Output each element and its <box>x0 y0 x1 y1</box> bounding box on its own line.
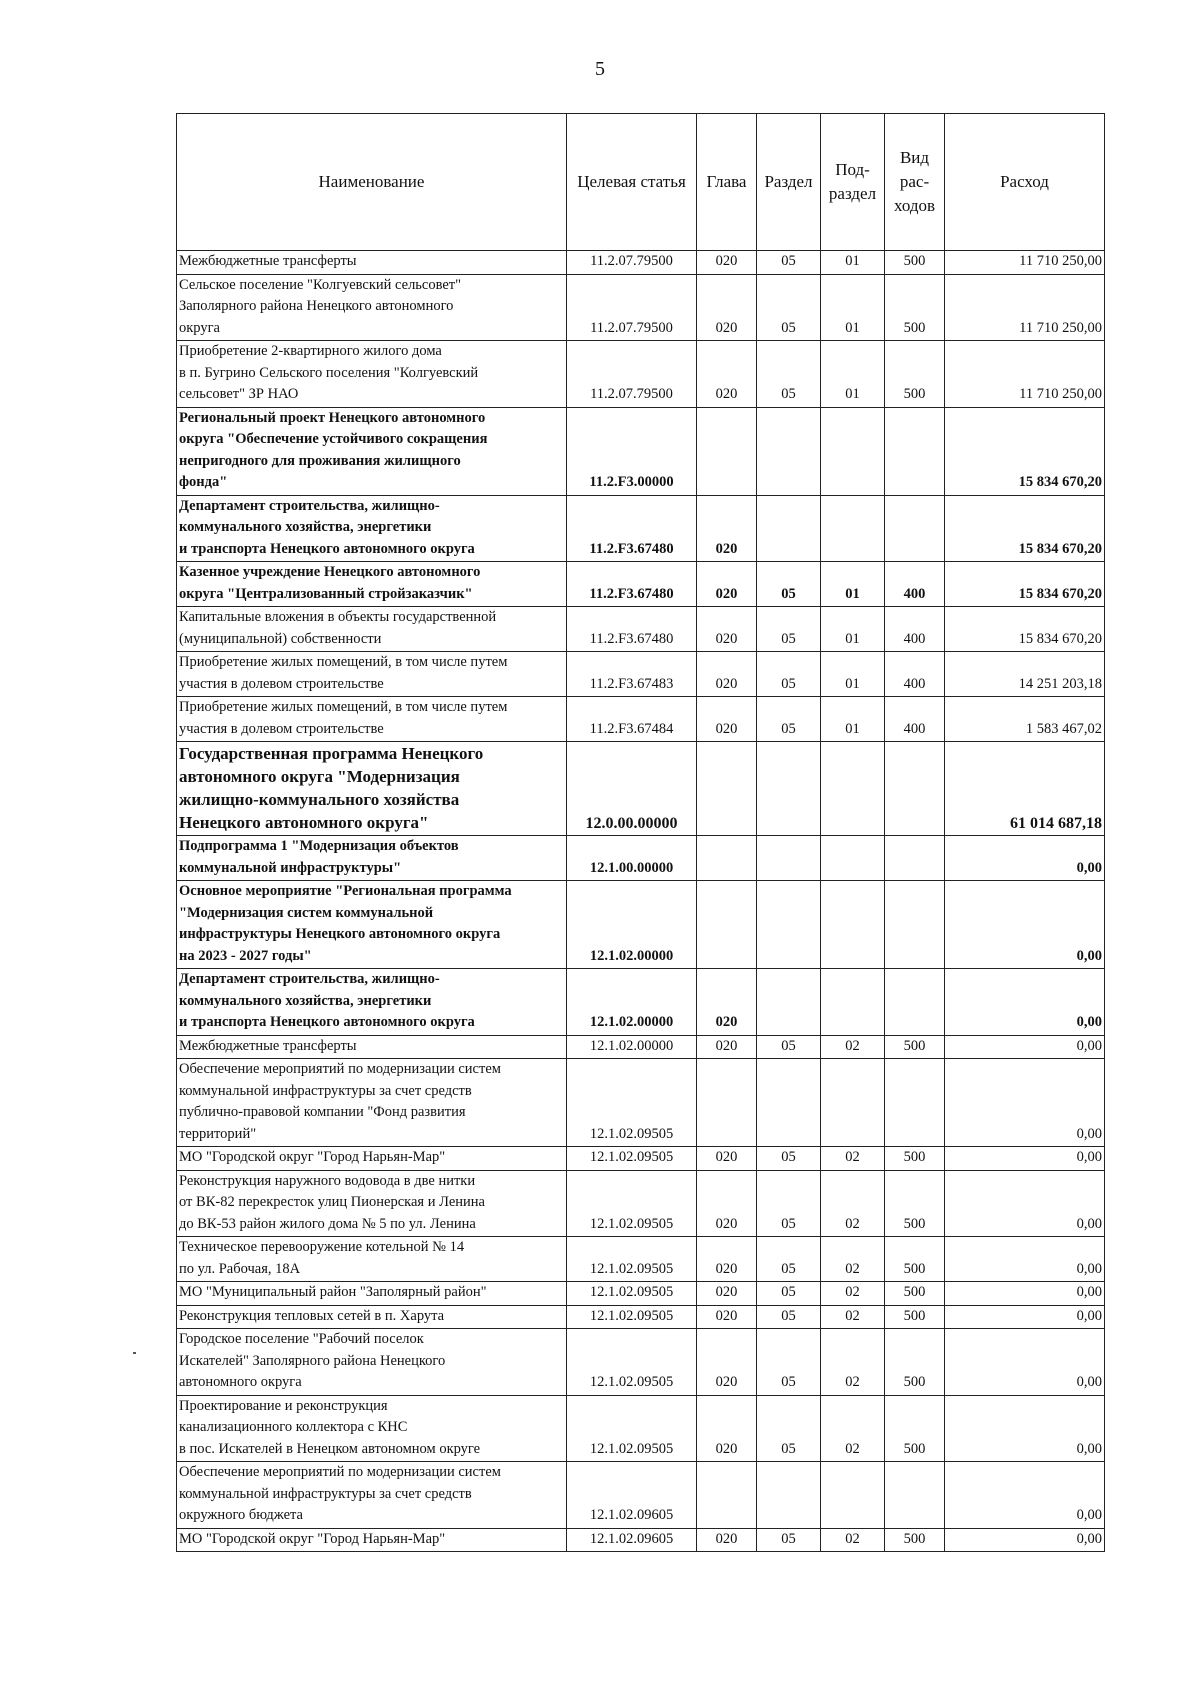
cell-target: 12.1.02.09505 <box>567 1147 697 1171</box>
header-name: Наименование <box>177 114 567 251</box>
cell-name <box>177 607 567 652</box>
cell-target: 12.1.02.09505 <box>567 1395 697 1462</box>
row-name-text: Реконструкция наружного водовода в две нитки от ВК-82 перекресток улиц Пионерская и Ленина до ВК-53 район жилого дома № 5 по ул. Ленина <box>179 1172 485 1232</box>
cell-target: 12.1.02.09605 <box>567 1528 697 1552</box>
cell-target: 12.1.02.09505 <box>567 1237 697 1282</box>
row-name-text: Обеспечение мероприятий по модернизации систем коммунальной инфраструктуры за счет средств публично-правовой компании "Фонд развития территорий" <box>179 1061 501 1142</box>
cell-amount: 11 710 250,00 <box>945 251 1105 275</box>
header-section: Раздел <box>757 114 821 251</box>
row-name-text: МО "Городской округ "Город Нарьян-Мар" <box>179 1530 446 1547</box>
cell-target: 11.2.F3.67480 <box>567 607 697 652</box>
cell-expense-type: 500 <box>885 1147 945 1171</box>
cell-subsection: 02 <box>821 1528 885 1552</box>
page-number: 5 <box>595 58 605 80</box>
cell-amount: 0,00 <box>945 1237 1105 1282</box>
cell-subsection: 01 <box>821 607 885 652</box>
cell-target: 12.1.02.09505 <box>567 1305 697 1329</box>
cell-name <box>177 562 567 607</box>
cell-section <box>757 969 821 1036</box>
table-row <box>177 1170 1105 1237</box>
table-row <box>177 969 1105 1036</box>
row-name-text: Сельское поселение "Колгуевский сельсовет" Заполярного района Ненецкого автономного округа <box>179 276 462 336</box>
cell-amount: 11 710 250,00 <box>945 274 1105 341</box>
cell-name <box>177 407 567 495</box>
cell-target: 11.2.F3.67480 <box>567 495 697 562</box>
cell-amount: 0,00 <box>945 1395 1105 1462</box>
cell-expense-type: 500 <box>885 341 945 408</box>
cell-amount: 0,00 <box>945 1170 1105 1237</box>
cell-expense-type <box>885 1059 945 1147</box>
header-row <box>177 114 1105 251</box>
cell-chapter <box>697 881 757 969</box>
cell-expense-type: 500 <box>885 1305 945 1329</box>
cell-amount: 14 251 203,18 <box>945 652 1105 697</box>
row-name-text: Межбюджетные трансферты <box>179 1037 357 1054</box>
cell-section <box>757 836 821 881</box>
cell-chapter <box>697 836 757 881</box>
cell-chapter: 020 <box>697 969 757 1036</box>
header-expense-type: Вид рас- ходов <box>885 114 945 251</box>
cell-subsection: 01 <box>821 697 885 742</box>
cell-chapter: 020 <box>697 697 757 742</box>
cell-name <box>177 1035 567 1059</box>
cell-section: 05 <box>757 1528 821 1552</box>
cell-target: 12.1.02.09605 <box>567 1462 697 1529</box>
cell-subsection: 01 <box>821 652 885 697</box>
cell-chapter: 020 <box>697 607 757 652</box>
cell-amount: 0,00 <box>945 1035 1105 1059</box>
cell-target: 11.2.07.79500 <box>567 274 697 341</box>
cell-expense-type <box>885 836 945 881</box>
table-row <box>177 1395 1105 1462</box>
cell-target: 12.1.02.00000 <box>567 881 697 969</box>
cell-chapter: 020 <box>697 1395 757 1462</box>
cell-name <box>177 1462 567 1529</box>
cell-amount: 0,00 <box>945 1462 1105 1529</box>
cell-subsection: 01 <box>821 562 885 607</box>
cell-expense-type: 500 <box>885 1395 945 1462</box>
cell-subsection: 02 <box>821 1329 885 1396</box>
row-name-text: Региональный проект Ненецкого автономного округа "Обеспечение устойчивого сокращения непригодного для проживания жилищного фонда" <box>179 409 488 490</box>
table-row <box>177 1059 1105 1147</box>
cell-name <box>177 495 567 562</box>
cell-chapter: 020 <box>697 562 757 607</box>
cell-section: 05 <box>757 251 821 275</box>
cell-subsection: 02 <box>821 1282 885 1306</box>
cell-name <box>177 274 567 341</box>
cell-section: 05 <box>757 697 821 742</box>
cell-target: 12.1.02.09505 <box>567 1329 697 1396</box>
cell-target: 12.1.02.00000 <box>567 1035 697 1059</box>
cell-expense-type: 400 <box>885 607 945 652</box>
table-row <box>177 1147 1105 1171</box>
cell-target: 12.1.02.09505 <box>567 1282 697 1306</box>
cell-name <box>177 881 567 969</box>
cell-chapter: 020 <box>697 1035 757 1059</box>
cell-section <box>757 1059 821 1147</box>
header-chapter: Глава <box>697 114 757 251</box>
cell-section: 05 <box>757 607 821 652</box>
cell-subsection <box>821 969 885 1036</box>
cell-target: 12.1.00.00000 <box>567 836 697 881</box>
cell-amount: 15 834 670,20 <box>945 407 1105 495</box>
table-row <box>177 652 1105 697</box>
table-row <box>177 274 1105 341</box>
cell-subsection <box>821 495 885 562</box>
table-row <box>177 1528 1105 1552</box>
table-row <box>177 1237 1105 1282</box>
cell-name <box>177 1528 567 1552</box>
cell-expense-type: 500 <box>885 1170 945 1237</box>
cell-name <box>177 1329 567 1396</box>
cell-target: 12.1.02.00000 <box>567 969 697 1036</box>
cell-expense-type <box>885 742 945 836</box>
header-subsection: Под- раздел <box>821 114 885 251</box>
cell-subsection <box>821 407 885 495</box>
cell-expense-type <box>885 1462 945 1529</box>
cell-name <box>177 251 567 275</box>
table-row <box>177 881 1105 969</box>
cell-chapter: 020 <box>697 1329 757 1396</box>
cell-section: 05 <box>757 1035 821 1059</box>
cell-subsection: 01 <box>821 274 885 341</box>
cell-section: 05 <box>757 1170 821 1237</box>
cell-chapter: 020 <box>697 1170 757 1237</box>
cell-expense-type: 500 <box>885 1282 945 1306</box>
row-name-text: Приобретение 2-квартирного жилого дома в п. Бугрино Сельского поселения "Колгуевский сельсовет" ЗР НАО <box>179 343 479 402</box>
cell-expense-type <box>885 495 945 562</box>
table-row <box>177 495 1105 562</box>
header-target: Целевая статья <box>567 114 697 251</box>
row-name-text: МО "Муниципальный район "Заполярный район" <box>179 1284 487 1300</box>
row-name-text: Межбюджетные трансферты <box>179 253 357 269</box>
cell-amount: 0,00 <box>945 1147 1105 1171</box>
cell-amount: 0,00 <box>945 969 1105 1036</box>
cell-name <box>177 969 567 1036</box>
cell-subsection: 02 <box>821 1305 885 1329</box>
table-row <box>177 607 1105 652</box>
table-row <box>177 742 1105 836</box>
row-name-text: Подпрограмма 1 "Модернизация объектов коммунальной инфраструктуры" <box>179 838 459 876</box>
table-row <box>177 1035 1105 1059</box>
cell-amount: 0,00 <box>945 881 1105 969</box>
row-name-text: Казенное учреждение Ненецкого автономного округа "Централизованный стройзаказчик" <box>179 564 481 602</box>
cell-name <box>177 1170 567 1237</box>
cell-name <box>177 697 567 742</box>
cell-expense-type <box>885 881 945 969</box>
cell-subsection: 02 <box>821 1170 885 1237</box>
cell-amount: 15 834 670,20 <box>945 562 1105 607</box>
cell-chapter: 020 <box>697 341 757 408</box>
cell-expense-type: 500 <box>885 1528 945 1552</box>
table-row <box>177 251 1105 275</box>
cell-subsection: 02 <box>821 1395 885 1462</box>
cell-amount: 61 014 687,18 <box>945 742 1105 836</box>
table-body <box>177 251 1105 1552</box>
cell-subsection: 02 <box>821 1237 885 1282</box>
cell-chapter: 020 <box>697 495 757 562</box>
row-name-text: Государственная программа Ненецкого автономного округа "Модернизация жилищно-коммунального хозяйства Ненецкого автономного округа" <box>179 744 484 832</box>
cell-subsection <box>821 1462 885 1529</box>
cell-target: 12.1.02.09505 <box>567 1170 697 1237</box>
row-name-text: Департамент строительства, жилищно- коммунального хозяйства, энергетики и транспорта Ненецкого автономного округа <box>179 497 475 557</box>
cell-expense-type: 400 <box>885 562 945 607</box>
cell-name <box>177 1059 567 1147</box>
cell-expense-type: 500 <box>885 1237 945 1282</box>
cell-chapter: 020 <box>697 652 757 697</box>
cell-section: 05 <box>757 562 821 607</box>
cell-subsection <box>821 742 885 836</box>
cell-name <box>177 1147 567 1171</box>
cell-expense-type: 400 <box>885 697 945 742</box>
cell-expense-type: 500 <box>885 274 945 341</box>
cell-expense-type: 500 <box>885 1035 945 1059</box>
cell-chapter: 020 <box>697 274 757 341</box>
cell-target: 11.2.F3.67483 <box>567 652 697 697</box>
cell-name <box>177 652 567 697</box>
row-name-text: Городское поселение "Рабочий поселок Искателей" Заполярного района Ненецкого автономного округа <box>179 1331 446 1390</box>
row-name-text: Техническое перевооружение котельной № 14 по ул. Рабочая, 18А <box>179 1239 465 1277</box>
cell-name <box>177 1282 567 1306</box>
cell-section: 05 <box>757 1147 821 1171</box>
cell-target: 12.1.02.09505 <box>567 1059 697 1147</box>
cell-section: 05 <box>757 1282 821 1306</box>
cell-chapter: 020 <box>697 1147 757 1171</box>
cell-amount: 0,00 <box>945 1329 1105 1396</box>
cell-amount: 0,00 <box>945 1282 1105 1306</box>
cell-chapter: 020 <box>697 1237 757 1282</box>
table-row <box>177 1329 1105 1396</box>
row-name-text: МО "Городской округ "Город Нарьян-Мар" <box>179 1149 446 1165</box>
row-name-text: Приобретение жилых помещений, в том числе путем участия в долевом строительстве <box>179 699 508 737</box>
cell-section <box>757 881 821 969</box>
cell-section: 05 <box>757 341 821 408</box>
row-name-text: Капитальные вложения в объекты государственной (муниципальной) собственности <box>179 609 497 647</box>
cell-section <box>757 495 821 562</box>
row-name-text: Департамент строительства, жилищно- коммунального хозяйства, энергетики и транспорта Ненецкого автономного округа <box>179 971 475 1030</box>
table-row <box>177 697 1105 742</box>
cell-name <box>177 1305 567 1329</box>
cell-amount: 0,00 <box>945 1059 1105 1147</box>
cell-expense-type: 500 <box>885 251 945 275</box>
cell-amount: 11 710 250,00 <box>945 341 1105 408</box>
cell-amount: 15 834 670,20 <box>945 495 1105 562</box>
cell-chapter: 020 <box>697 1282 757 1306</box>
row-name-text: Основное мероприятие "Региональная программа "Модернизация систем коммунальной инфраструктуры Ненецкого автономного округа на 2023 - 2027 годы" <box>179 883 512 964</box>
cell-target: 11.2.F3.00000 <box>567 407 697 495</box>
cell-section: 05 <box>757 1305 821 1329</box>
table-row <box>177 1462 1105 1529</box>
cell-expense-type <box>885 969 945 1036</box>
cell-subsection <box>821 881 885 969</box>
cell-target: 11.2.F3.67480 <box>567 562 697 607</box>
row-name-text: Обеспечение мероприятий по модернизации систем коммунальной инфраструктуры за счет средств окружного бюджета <box>179 1464 501 1523</box>
row-name-text: Реконструкция тепловых сетей в п. Харута <box>179 1307 445 1324</box>
budget-table <box>176 113 1105 1552</box>
row-name-text: Приобретение жилых помещений, в том числе путем участия в долевом строительстве <box>179 654 508 692</box>
cell-chapter <box>697 407 757 495</box>
table-row <box>177 1305 1105 1329</box>
cell-chapter: 020 <box>697 1305 757 1329</box>
cell-subsection: 02 <box>821 1147 885 1171</box>
cell-subsection <box>821 836 885 881</box>
cell-name <box>177 1395 567 1462</box>
cell-amount: 0,00 <box>945 1305 1105 1329</box>
cell-subsection: 01 <box>821 341 885 408</box>
cell-name <box>177 1237 567 1282</box>
cell-chapter: 020 <box>697 251 757 275</box>
cell-section: 05 <box>757 652 821 697</box>
table-row <box>177 341 1105 408</box>
table-row <box>177 407 1105 495</box>
cell-chapter: 020 <box>697 1528 757 1552</box>
cell-amount: 0,00 <box>945 836 1105 881</box>
table-row <box>177 562 1105 607</box>
cell-chapter <box>697 742 757 836</box>
cell-amount: 15 834 670,20 <box>945 607 1105 652</box>
cell-section <box>757 407 821 495</box>
cell-name <box>177 836 567 881</box>
cell-name <box>177 742 567 836</box>
cell-target: 11.2.F3.67484 <box>567 697 697 742</box>
cell-name <box>177 341 567 408</box>
cell-section: 05 <box>757 1395 821 1462</box>
cell-section: 05 <box>757 1329 821 1396</box>
cell-chapter <box>697 1059 757 1147</box>
scan-artifact <box>133 1352 136 1354</box>
cell-target: 11.2.07.79500 <box>567 341 697 408</box>
cell-amount: 0,00 <box>945 1528 1105 1552</box>
cell-subsection: 01 <box>821 251 885 275</box>
cell-subsection <box>821 1059 885 1147</box>
cell-expense-type: 400 <box>885 652 945 697</box>
cell-section <box>757 1462 821 1529</box>
cell-target: 11.2.07.79500 <box>567 251 697 275</box>
cell-section: 05 <box>757 1237 821 1282</box>
cell-expense-type <box>885 407 945 495</box>
table-row <box>177 836 1105 881</box>
cell-chapter <box>697 1462 757 1529</box>
cell-target: 12.0.00.00000 <box>567 742 697 836</box>
table-row <box>177 1282 1105 1306</box>
cell-section <box>757 742 821 836</box>
row-name-text: Проектирование и реконструкция канализационного коллектора с КНС в пос. Искателей в Ненецком автономном округе <box>179 1397 481 1457</box>
cell-section: 05 <box>757 274 821 341</box>
cell-subsection: 02 <box>821 1035 885 1059</box>
cell-expense-type: 500 <box>885 1329 945 1396</box>
header-amount: Расход <box>945 114 1105 251</box>
cell-amount: 1 583 467,02 <box>945 697 1105 742</box>
